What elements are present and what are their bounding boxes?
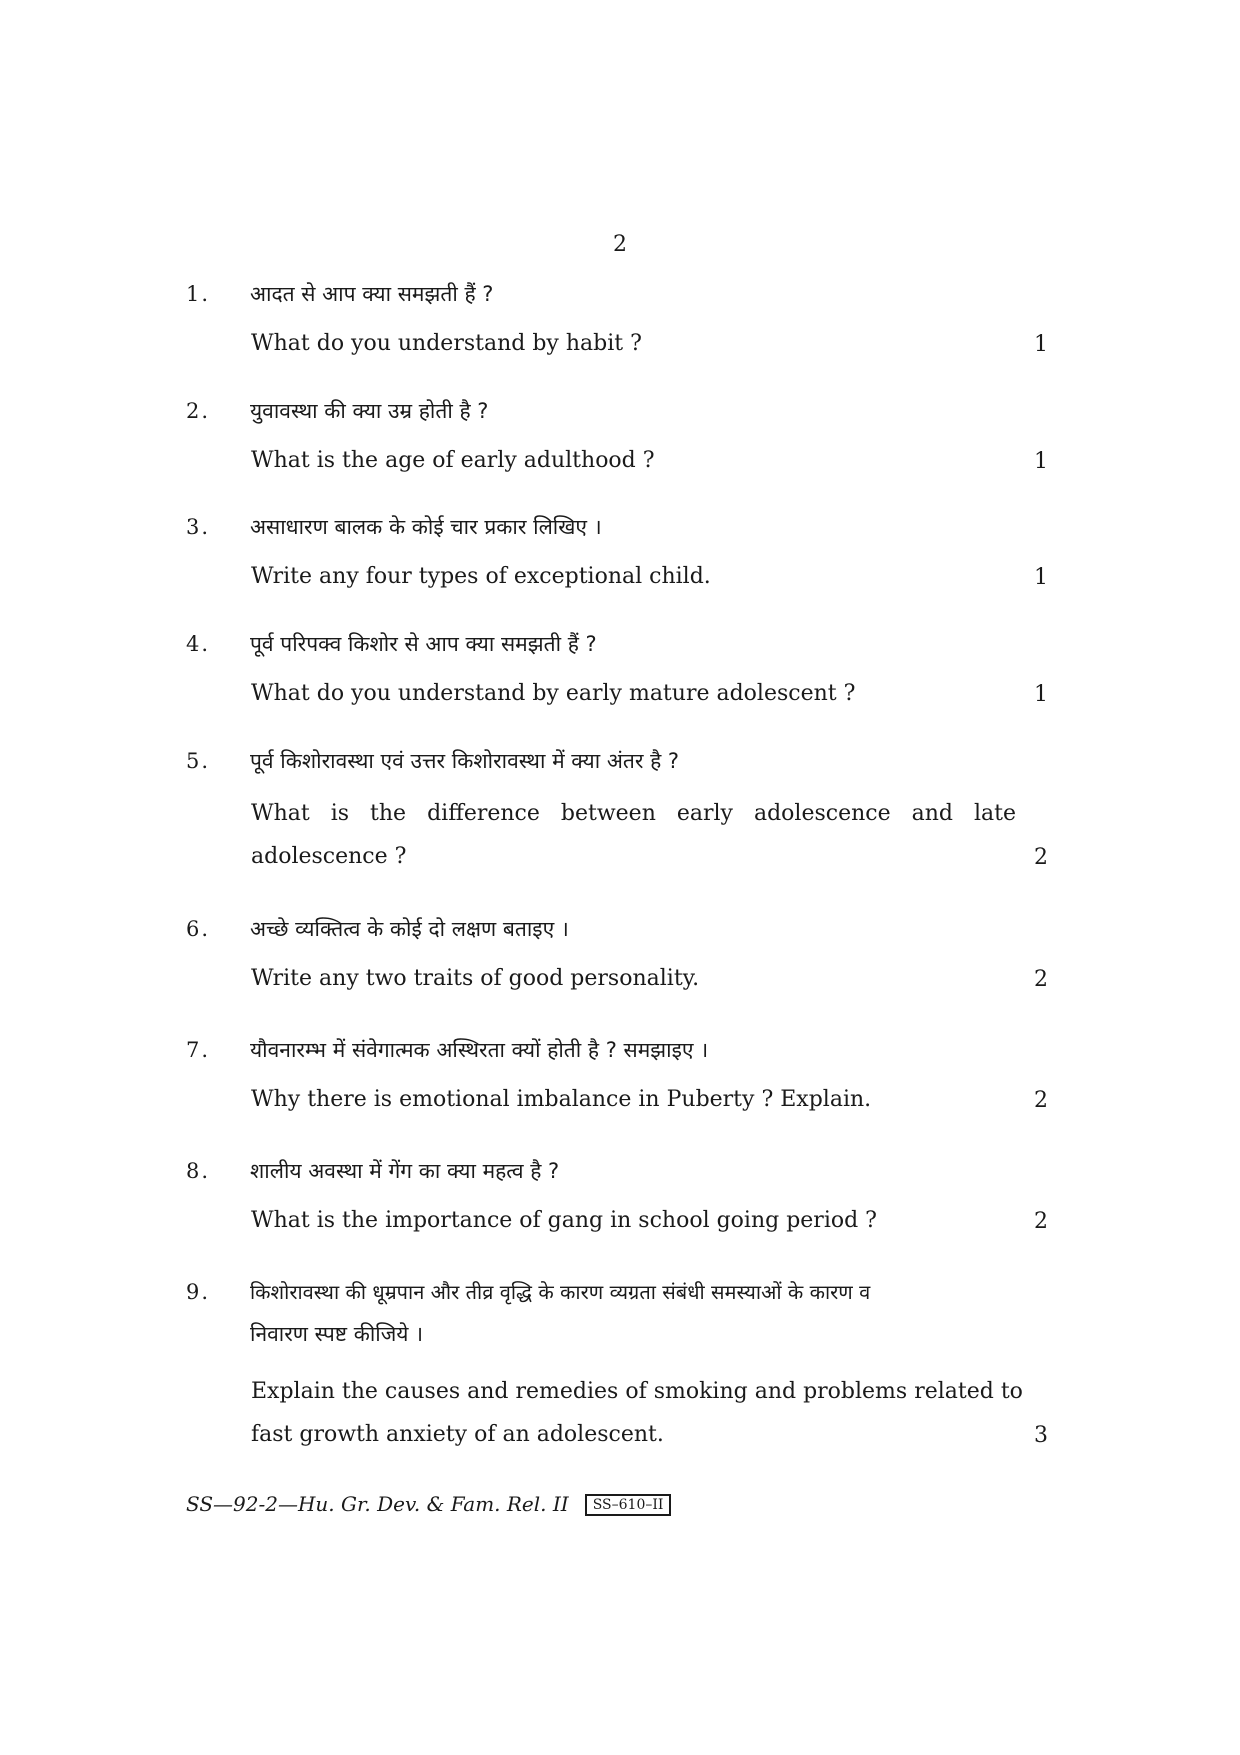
footer [186,1492,671,1516]
question-marks: 2 [1034,1209,1048,1234]
question-hindi: पूर्व किशोरावस्था एवं उत्तर किशोरावस्था में क्या अंतर है ? [250,749,680,773]
question-hindi: युवावस्था की क्या उम्र होती है ? [250,399,489,423]
question-english: What do you understand by habit ? [251,331,642,356]
question-hindi: पूर्व परिपक्व किशोर से आप क्या समझती हैं ? [250,632,597,656]
question-number: 4. [186,632,211,656]
question-marks: 1 [1034,682,1048,707]
question-hindi-line-1: किशोरावस्था की धूम्रपान और तीव्र वृद्धि के कारण व्यग्रता संबंधी समस्याओं के कारण व [250,1280,871,1304]
question-number: 9. [186,1280,211,1304]
question-marks: 1 [1034,332,1048,357]
question-number: 3. [186,515,211,539]
footer-code-box: SS–610–II [585,1494,672,1516]
question-english: What is the importance of gang in school going period ? [251,1208,877,1233]
question-hindi: आदत से आप क्या समझती हैं ? [250,282,494,306]
question-english: Why there is emotional imbalance in Puberty ? Explain. [251,1087,872,1112]
question-english-line-1: What is the difference between early adolescence and late [251,801,1016,826]
question-hindi: शालीय अवस्था में गेंग का क्या महत्व है ? [250,1159,560,1183]
question-marks: 2 [1034,967,1048,992]
question-english-line-2: adolescence ? [251,844,407,869]
question-english: What is the age of early adulthood ? [251,448,655,473]
question-number: 2. [186,399,211,423]
question-marks: 1 [1034,449,1048,474]
question-english: Write any two traits of good personality. [251,966,700,991]
question-english-line-1: Explain the causes and remedies of smoking and problems related to [251,1379,1023,1404]
question-hindi: अच्छे व्यक्तित्व के कोई दो लक्षण बताइए । [250,917,569,941]
footer-text: SS—92-2—Hu. Gr. Dev. & Fam. Rel. II [186,1492,569,1516]
question-english: Write any four types of exceptional child. [251,564,711,589]
question-number: 7. [186,1038,211,1062]
question-hindi: असाधारण बालक के कोई चार प्रकार लिखिए । [250,515,602,539]
question-english: What do you understand by early mature adolescent ? [251,681,856,706]
question-marks: 1 [1034,565,1048,590]
question-number: 6. [186,917,211,941]
question-marks: 2 [1034,1088,1048,1113]
question-number: 8. [186,1159,211,1183]
question-marks: 3 [1034,1423,1048,1448]
question-hindi: यौवनारम्भ में संवेगात्मक अस्थिरता क्यों होती है ? समझाइए । [250,1038,709,1062]
question-number: 5. [186,749,211,773]
page-number: 2 [613,232,627,257]
question-number: 1. [186,282,211,306]
question-english-line-2: fast growth anxiety of an adolescent. [251,1422,664,1447]
question-marks: 2 [1034,845,1048,870]
question-hindi-line-2: निवारण स्पष्ट कीजिये । [250,1322,424,1346]
